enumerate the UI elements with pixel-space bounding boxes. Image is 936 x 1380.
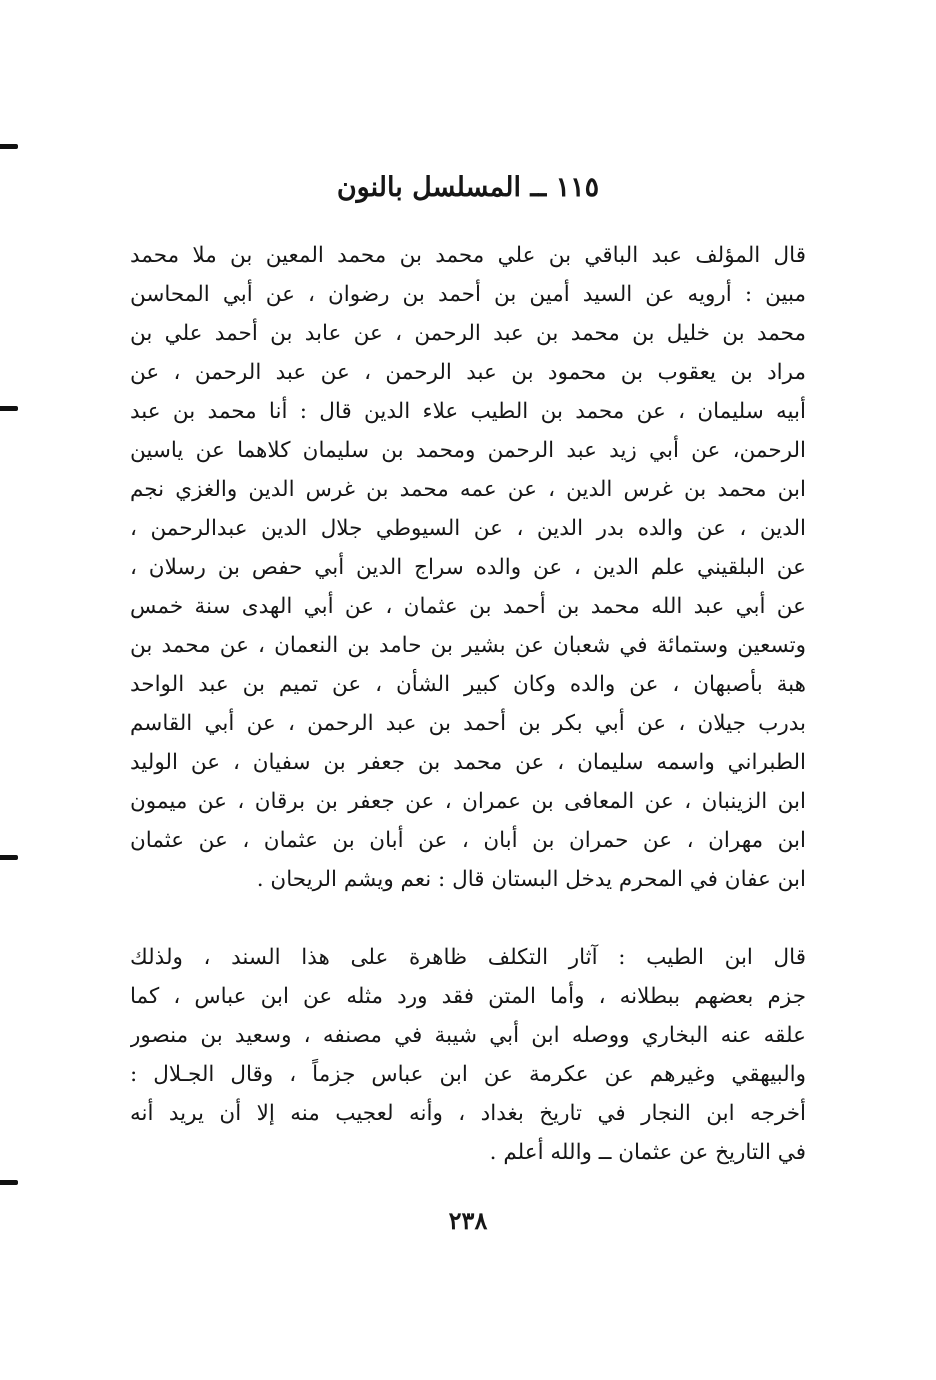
text-line: عن أبي عبد الله محمد بن أحمد بن عثمان ، عن أبي الهدى سنة خمس: [130, 594, 806, 619]
text-line: والبيهقي وغيرهم عن عكرمة عن ابن عباس جزماً ، وقال الجـلال :: [130, 1062, 806, 1087]
paragraph-commentary: [130, 938, 806, 1172]
text-line: هبة بأصبهان ، عن والده وكان كبير الشأن ، عن تميم بن عبد الواحد: [130, 672, 806, 697]
binding-edge-mark: [0, 1180, 18, 1185]
text-line: مراد بن يعقوب بن محمود بن عبد الرحمن ، عن عبد الرحمن ، عن: [130, 360, 806, 385]
text-line: في التاريخ عن عثمان ــ والله أعلم .: [489, 1140, 806, 1165]
text-line: ابن الزينبان ، عن المعافى بن عمران ، عن جعفر بن برقان ، عن ميمون: [130, 789, 806, 814]
binding-edge-mark: [0, 406, 18, 411]
text-line: وتسعين وستمائة في شعبان عن بشير بن حامد بن النعمان ، عن محمد بن: [130, 633, 806, 658]
text-line: الرحمن، عن أبي زيد عبد الرحمن ومحمد بن سليمان كلاهما عن ياسين: [130, 438, 806, 463]
paragraph-chain-of-narration: [130, 236, 806, 899]
text-line: جزم بعضهم ببطلانه ، وأما المتن فقد ورد مثله عن ابن عباس ، كما: [130, 984, 806, 1009]
text-line: محمد بن خليل بن محمد بن عبد الرحمن ، عن عابد بن أحمد علي بن: [130, 321, 806, 346]
text-line: ابن محمد بن غرس الدين ، عن عمه محمد بن غرس الدين والغزي نجم: [130, 477, 806, 502]
text-line: أبيه سليمان ، عن محمد بن الطيب علاء الدين قال : أنا محمد بن عبد: [130, 399, 806, 424]
text-line: ابن مهران ، عن حمران بن أبان ، عن أبان بن عثمان ، عن عثمان: [130, 828, 806, 853]
text-line: أخرجه ابن النجار في تاريخ بغداد ، وأنه لعجيب منه إلا أن يريد أنه: [130, 1101, 806, 1126]
binding-edge-mark: [0, 144, 18, 149]
text-line: الدين ، عن والده بدر الدين ، عن السيوطي جلال الدين عبدالرحمن ،: [130, 516, 806, 541]
page-number: ٢٣٨: [448, 1206, 488, 1235]
binding-edge-mark: [0, 855, 18, 860]
section-heading: ١١٥ ــ المسلسل بالنون: [336, 172, 600, 203]
text-line: الطبراني واسمه سليمان ، عن محمد بن جعفر بن سفيان ، عن الوليد: [130, 750, 806, 775]
text-line: مبين : أرويه عن السيد أمين بن أحمد بن رضوان ، عن أبي المحاسن: [130, 282, 806, 307]
text-line: عن البلقيني علم الدين ، عن والده سراج الدين أبي حفص بن رسلان ،: [130, 555, 806, 580]
text-line: ابن عفان في المحرم يدخل البستان قال : نعم ويشم الريحان .: [256, 867, 806, 892]
text-line: بدرب جيلان ، عن أبي بكر بن أحمد بن عبد الرحمن ، عن أبي القاسم: [130, 711, 806, 736]
text-line: قال ابن الطيب : آثار التكلف ظاهرة على هذا السند ، ولذلك: [130, 945, 806, 970]
text-line: قال المؤلف عبد الباقي بن علي محمد بن محمد المعين بن ملا محمد: [130, 243, 806, 268]
text-line: علقه عنه البخاري ووصله ابن أبي شيبة في مصنفه ، وسعيد بن منصور: [130, 1023, 806, 1048]
